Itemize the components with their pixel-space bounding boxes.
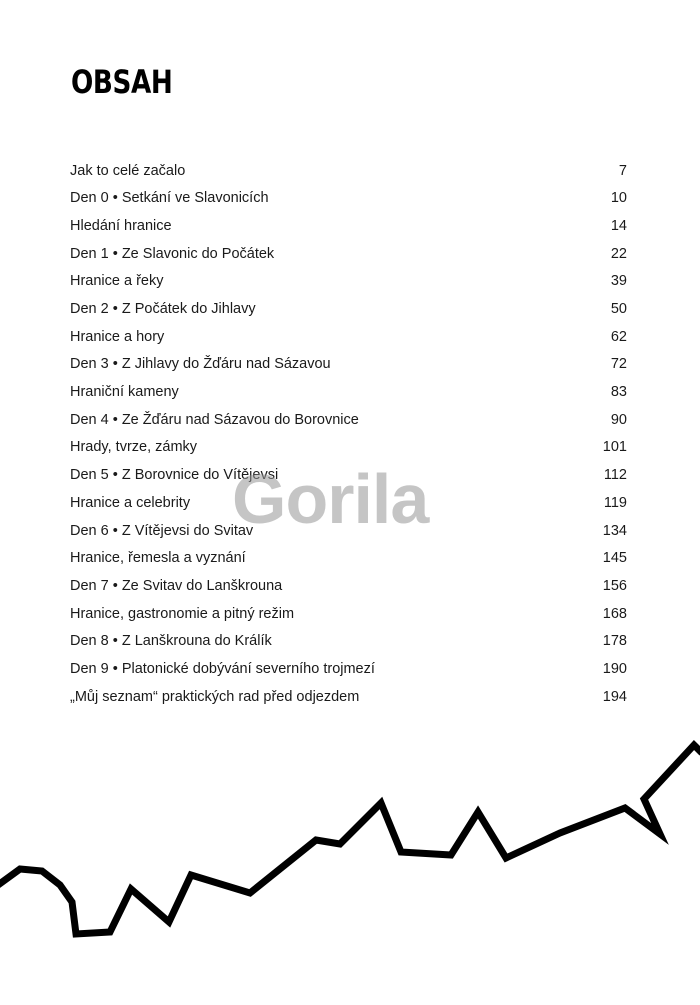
toc-entry-title: Den 3 • Z Jihlavy do Žďáru nad Sázavou <box>70 356 331 373</box>
toc-entry <box>70 545 627 573</box>
toc-entry-page: 90 <box>610 411 627 428</box>
toc-entry-title: Hranice, gastronomie a pitný režim <box>70 605 295 622</box>
toc-entry <box>70 517 627 545</box>
toc-entry <box>70 212 627 240</box>
toc-entry-title: Hranice a celebrity <box>70 494 191 511</box>
toc-entry-title: Den 5 • Z Borovnice do Vítějevsi <box>70 467 279 484</box>
toc-entry-title: Hledání hranice <box>70 217 172 234</box>
toc-entry <box>70 295 627 323</box>
toc-entry <box>70 268 627 296</box>
toc-entry-title: Den 2 • Z Počátek do Jihlavy <box>70 301 256 318</box>
toc-entry <box>70 489 627 517</box>
toc-entry <box>70 572 627 600</box>
toc-entry <box>70 185 627 213</box>
toc-entry-title: „Můj seznam“ praktických rad před odjezdem <box>70 688 360 705</box>
toc-entry <box>70 379 627 407</box>
toc-entry <box>70 351 627 379</box>
toc-entry-page: 145 <box>602 550 627 567</box>
toc-entry-title: Hrady, tvrze, zámky <box>70 439 198 456</box>
toc-entry-page: 112 <box>603 467 627 484</box>
toc-entry-page: 194 <box>602 688 627 705</box>
toc-entry-page: 168 <box>602 605 627 622</box>
toc-entry-title: Den 8 • Z Lanškrouna do Králík <box>70 633 272 650</box>
toc-entry <box>70 683 627 711</box>
toc-entry-page: 101 <box>602 439 627 456</box>
toc-entry-page: 119 <box>603 494 627 511</box>
toc-entry-page: 10 <box>610 190 627 207</box>
toc-entry <box>70 240 627 268</box>
toc-entry-title: Den 4 • Ze Žďáru nad Sázavou do Borovnice <box>70 411 359 428</box>
toc-entry <box>70 600 627 628</box>
toc-entry-title: Hranice a řeky <box>70 273 164 290</box>
toc-entry-title: Jak to celé začalo <box>70 162 186 179</box>
toc-entry-page: 156 <box>602 577 627 594</box>
toc-entry-page: 83 <box>610 384 627 401</box>
toc-entry-page: 178 <box>602 633 627 650</box>
toc-entry-title: Den 0 • Setkání ve Slavonicích <box>70 190 269 207</box>
toc-entry-page: 7 <box>618 162 627 179</box>
toc-entry-title: Den 1 • Ze Slavonic do Počátek <box>70 245 275 262</box>
toc-entry-page: 190 <box>602 660 627 677</box>
toc-entry-title: Den 6 • Z Vítějevsi do Svitav <box>70 522 254 539</box>
toc-entry <box>70 157 627 185</box>
toc-entry <box>70 434 627 462</box>
toc-entry <box>70 323 627 351</box>
toc-entry-title: Den 7 • Ze Svitav do Lanškrouna <box>70 577 283 594</box>
mountain-ridge-line <box>0 745 700 934</box>
table-of-contents <box>70 157 627 711</box>
toc-entry <box>70 406 627 434</box>
toc-entry-page: 134 <box>602 522 627 539</box>
toc-entry-page: 62 <box>610 328 627 345</box>
watermark-logo: Gorila <box>232 460 429 538</box>
toc-entry-title: Hranice, řemesla a vyznání <box>70 550 246 567</box>
toc-entry <box>70 628 627 656</box>
toc-entry-title: Hranice a hory <box>70 328 165 345</box>
toc-entry-title: Den 9 • Platonické dobývání severního trojmezí <box>70 660 375 677</box>
toc-entry-page: 50 <box>610 301 627 318</box>
toc-entry-title: Hraniční kameny <box>70 384 179 401</box>
toc-entry-page: 72 <box>610 356 627 373</box>
toc-entry-page: 39 <box>610 273 627 290</box>
toc-entry-page: 22 <box>610 245 627 262</box>
toc-entry <box>70 655 627 683</box>
toc-entry <box>70 462 627 490</box>
toc-entry-page: 14 <box>610 217 627 234</box>
page-title: OBSAH <box>71 63 173 101</box>
